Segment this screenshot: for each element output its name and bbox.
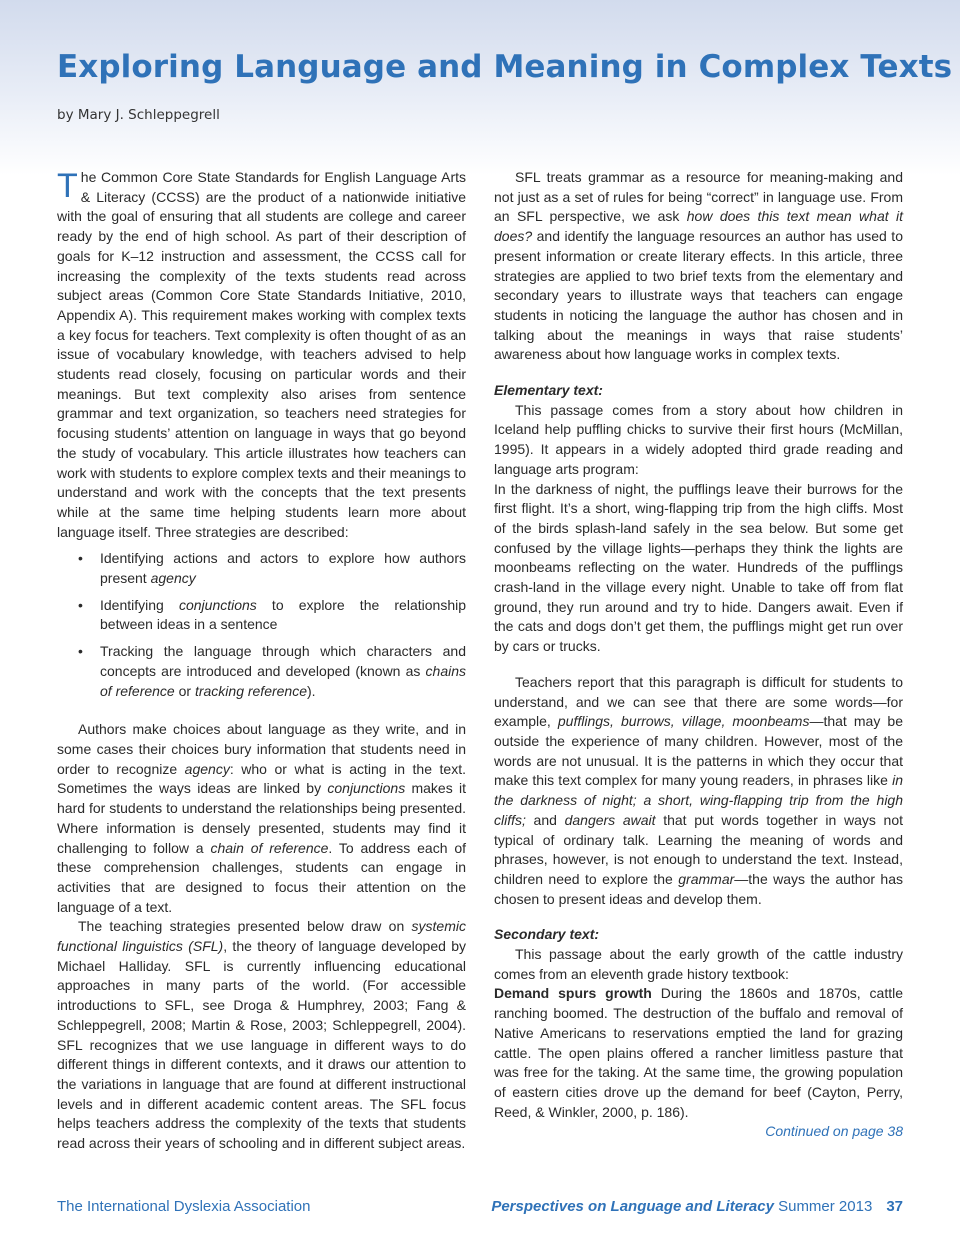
body-paragraph: SFL treats grammar as a resource for meaning-making and not just as a set of rules for being “correct” in language use. From an SFL perspective, we ask how does this text mean what it does? and identify the language resources an author has used to present information or create literary effects. In this article, three strategies are applied to two brief texts from the elementary and secondary years to illustrate ways that teachers can engage students in noticing the language the author has chosen and in talking about the meanings in ways that raise students’ awareness about how language works in complex texts.	[494, 169, 903, 363]
secondary-heading: Secondary text:	[494, 926, 600, 943]
secondary-quote: Demand spurs growth During the 1860s and 1870s, cattle ranching boomed. The destruction of the buffalo and removal of Native Americans to reservations emptied the land for grazing cattle. The open plains offered a rancher limitless pasture that was free for the taking. At the same time, the growing population of eastern cities drove up the demand for beef (Cayton, Perry, Reed, & Winkler, 2000, p. 186).	[494, 985, 904, 1120]
drop-cap: T	[57, 167, 78, 205]
body-paragraph: Teachers report that this paragraph is difficult for students to understand, and we can see that there are some words—for example, pufflings, burrows, village, moonbeams—that may be outside the experience of many children. However, most of the words are not unusual. It is the patterns in which they occur that make this text complex for many young readers, in phrases like in the darkness of night; a short, wing-flapping trip from the high cliffs; and dangers await that put words together in ways not typical of ordinary talk. Learning the meaning of words and phrases, however, is not enough to understand the text. Instead, children need to explore the grammar—the ways the author has chosen to present ideas and develop them.	[494, 673, 904, 907]
bullet-icon: •	[78, 550, 83, 567]
intro-paragraph	[57, 168, 466, 542]
list-item: • Identifying conjunctions to explore the relationship between ideas in a sentence	[78, 596, 466, 633]
list-item: • Identifying actions and actors to explore how authors present agency	[78, 550, 466, 587]
article-title: Exploring Language and Meaning in Complex Texts	[57, 49, 953, 85]
association-name: The International Dyslexia Association	[57, 1198, 311, 1215]
publication-info	[491, 1198, 903, 1215]
elementary-intro: This passage comes from a story about how children in Iceland help puffling chicks to survive their first hours (McMillan, 1995). It appears in a widely adopted third grade reading and language arts program:	[494, 401, 903, 477]
elementary-heading: Elementary text:	[494, 382, 603, 399]
publication-title: Perspectives on Language and Literacy	[491, 1198, 774, 1215]
issue-date: Summer 2013	[778, 1198, 873, 1215]
intro-text: he Common Core State Standards for English Language Arts & Literacy (CCSS) are the product of a nationwide initiative with the goal of ensuring that all students are college and career ready by the end of high school. As part of their description of goals for K–12 instruction and assessment, the CCSS call for increasing the complexity of the texts students read across subject areas (Common Core State Standards Initiative, 2010, Appendix A). This requirement makes working with complex texts a key focus for teachers. Text complexity is often thought of as an issue of vocabulary knowledge, with teachers advised to help students read closely, focusing on particular words and their meanings. But text complexity also arises from sentence grammar and text organization, so teachers need strategies for focusing students’ attention on language in ways that go beyond the study of vocabulary. This article illustrates how teachers can work with students to explore complex texts and their meanings to understand and work with the concepts that the text presents while at the same time helping students learn more about language itself. Three strategies are described:	[57, 169, 466, 540]
left-column	[57, 168, 466, 1154]
quote-heading: Demand spurs growth	[494, 985, 652, 1002]
body-paragraph: The teaching strategies presented below draw on systemic functional linguistics (SFL), the theory of language developed by Michael Halliday. SFL is currently influencing educational approaches in many parts of the world. (For accessible introductions to SFL, see Droga & Humphrey, 2003; Fang & Schleppegrell, 2008; Martin & Rose, 2003; Schleppegrell, 2004). SFL recognizes that we use language in different ways to do different things in different contexts, and it draws our attention to the variations in language that are found at different instructional levels and in different academic content areas. The SFL focus helps teachers address the complexity of the texts that students read across their years of schooling and in different subject areas.	[57, 918, 466, 1152]
bullet-icon: •	[78, 643, 83, 660]
list-item: • Tracking the language through which characters and concepts are introduced and developed (known as chains of reference or tracking reference).	[78, 643, 466, 699]
continued-link[interactable]: Continued on page 38	[765, 1123, 903, 1140]
right-column	[494, 168, 903, 1142]
byline: by Mary J. Schleppegrell	[57, 107, 220, 123]
secondary-intro: This passage about the early growth of the cattle industry comes from an eleventh grade history textbook:	[494, 946, 903, 982]
bullet-icon: •	[78, 596, 83, 613]
body-paragraph: Authors make choices about language as they write, and in some cases their choices bury information that students need in order to recognize agency: who or what is acting in the text. Sometimes the ways ideas are linked by conjunctions makes it hard for students to understand the relationships being presented. Where information is densely presented, students may find it challenging to follow a chain of reference. To address each of these comprehension challenges, students can engage in activities that are designed to focus their attention on the language of a text.	[57, 721, 467, 915]
elementary-quote: In the darkness of night, the pufflings leave their burrows for the first flight. It’s a short, wing-flapping trip from the high cliffs. Most of the birds splash-land safely in the sea below. But some get confused by the village lights—perhaps they think the lights are moonbeams reflecting on the water. Hundreds of the pufflings crash-land in the village every night. Unable to take off from flat ground, they run around and try to hide. Dangers await. Even if the cats and dogs don’t get them, the pufflings might get run over by cars or trucks.	[494, 480, 903, 655]
strategy-list	[57, 549, 466, 701]
page-number: 37	[886, 1198, 903, 1215]
